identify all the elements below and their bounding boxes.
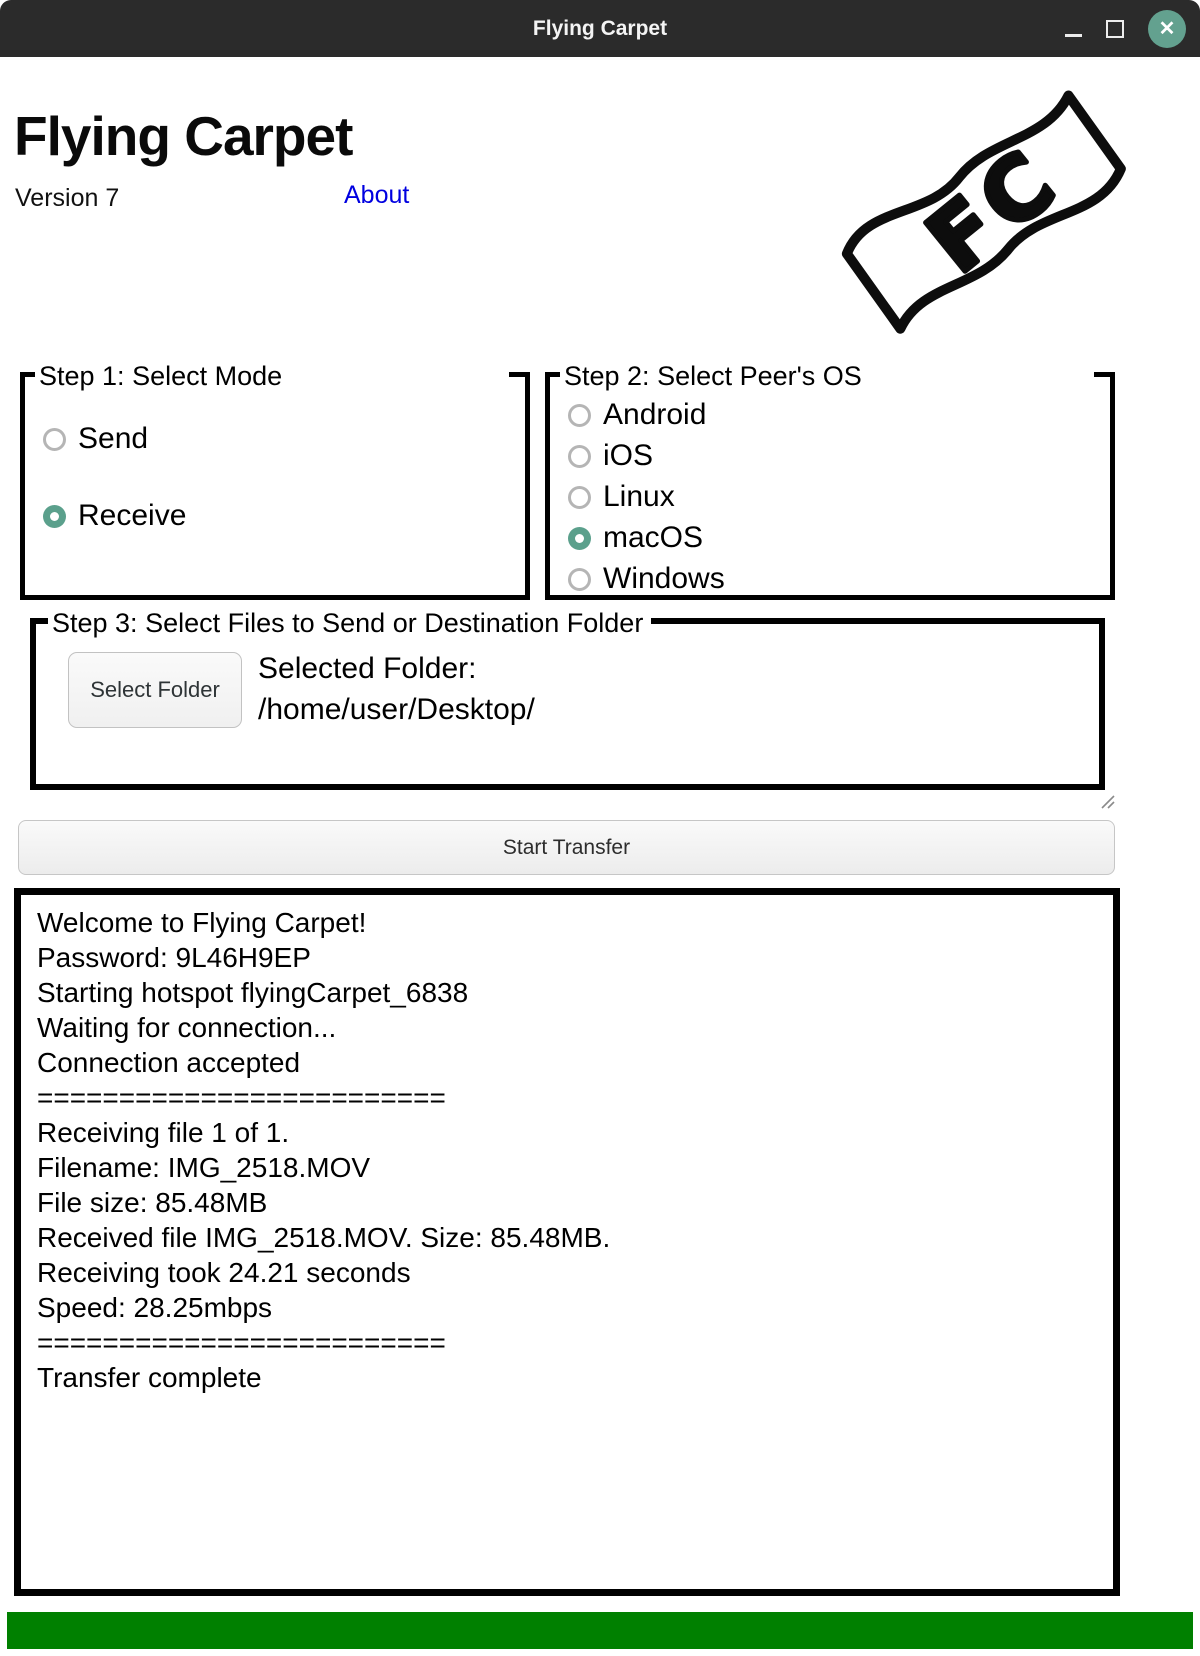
- log-line: Starting hotspot flyingCarpet_6838: [37, 977, 469, 1008]
- radio-label-send[interactable]: Send: [78, 422, 149, 455]
- radio-label-ios[interactable]: iOS: [603, 439, 654, 472]
- selected-folder-label: Selected Folder:: [258, 652, 477, 685]
- radio-receive[interactable]: [43, 505, 66, 528]
- radio-ios[interactable]: [568, 445, 591, 468]
- selected-folder-block: [258, 648, 535, 730]
- radio-label-linux[interactable]: Linux: [603, 480, 675, 513]
- step1-panel: [20, 361, 530, 600]
- progress-fill: [7, 1612, 1193, 1649]
- maximize-button[interactable]: [1106, 20, 1124, 38]
- radio-option-linux[interactable]: [568, 477, 1102, 517]
- log-line: Filename: IMG_2518.MOV: [37, 1152, 371, 1183]
- flying-carpet-logo: [822, 76, 1138, 342]
- progress-bar: [7, 1612, 1193, 1649]
- log-line: Welcome to Flying Carpet!: [37, 907, 367, 938]
- radio-android[interactable]: [568, 404, 591, 427]
- radio-windows[interactable]: [568, 568, 591, 591]
- radio-label-receive[interactable]: Receive: [78, 499, 187, 532]
- radio-option-android[interactable]: [568, 395, 1102, 435]
- titlebar[interactable]: [0, 0, 1200, 57]
- log-line: Transfer complete: [37, 1362, 262, 1393]
- page-title: Flying Carpet: [14, 105, 353, 167]
- log-line: Received file IMG_2518.MOV. Size: 85.48MB.: [37, 1222, 611, 1253]
- radio-option-send[interactable]: [43, 419, 517, 459]
- resize-grip-icon[interactable]: [1098, 794, 1116, 809]
- step1-options: [43, 419, 517, 573]
- about-link[interactable]: About: [344, 181, 410, 209]
- radio-label-macos[interactable]: macOS: [603, 521, 704, 554]
- log-line: File size: 85.48MB: [37, 1187, 268, 1218]
- logo-fc-text: FC: [909, 128, 1080, 293]
- radio-option-windows[interactable]: [568, 559, 1102, 599]
- log-line: Password: 9L46H9EP: [37, 942, 311, 973]
- radio-label-windows[interactable]: Windows: [603, 562, 725, 595]
- select-folder-button[interactable]: Select Folder: [68, 652, 242, 728]
- log-line: Receiving took 24.21 seconds: [37, 1257, 411, 1288]
- log-line: Waiting for connection...: [37, 1012, 337, 1043]
- radio-option-receive[interactable]: [43, 496, 517, 536]
- radio-option-ios[interactable]: [568, 436, 1102, 476]
- minimize-icon: [1065, 34, 1082, 37]
- log-line: Speed: 28.25mbps: [37, 1292, 273, 1323]
- maximize-icon: [1106, 20, 1124, 38]
- radio-label-android[interactable]: Android: [603, 398, 707, 431]
- selected-folder-path: /home/user/Desktop/: [258, 693, 535, 726]
- radio-linux[interactable]: [568, 486, 591, 509]
- radio-macos[interactable]: [568, 527, 591, 550]
- log-line-separator: =========================: [37, 1327, 446, 1358]
- minimize-button[interactable]: [1065, 20, 1082, 37]
- step2-options: [568, 395, 1102, 600]
- radio-option-macos[interactable]: [568, 518, 1102, 558]
- step3-legend: Step 3: Select Files to Send or Destination Folder: [48, 607, 651, 639]
- window-title: Flying Carpet: [532, 16, 668, 40]
- step1-legend: Step 1: Select Mode: [35, 360, 509, 392]
- step2-panel: [545, 361, 1115, 600]
- transfer-log-output[interactable]: [14, 888, 1120, 1596]
- log-line-separator: =========================: [37, 1082, 446, 1113]
- log-line: Receiving file 1 of 1.: [37, 1117, 290, 1148]
- window-controls: [1065, 0, 1186, 57]
- close-button[interactable]: ✕: [1148, 10, 1186, 48]
- radio-send[interactable]: [43, 428, 66, 451]
- version-label: Version 7: [15, 184, 120, 212]
- step3-panel: [30, 608, 1105, 790]
- start-transfer-button[interactable]: Start Transfer: [18, 820, 1115, 875]
- log-line: Connection accepted: [37, 1047, 301, 1078]
- step2-legend: Step 2: Select Peer's OS: [560, 360, 1094, 392]
